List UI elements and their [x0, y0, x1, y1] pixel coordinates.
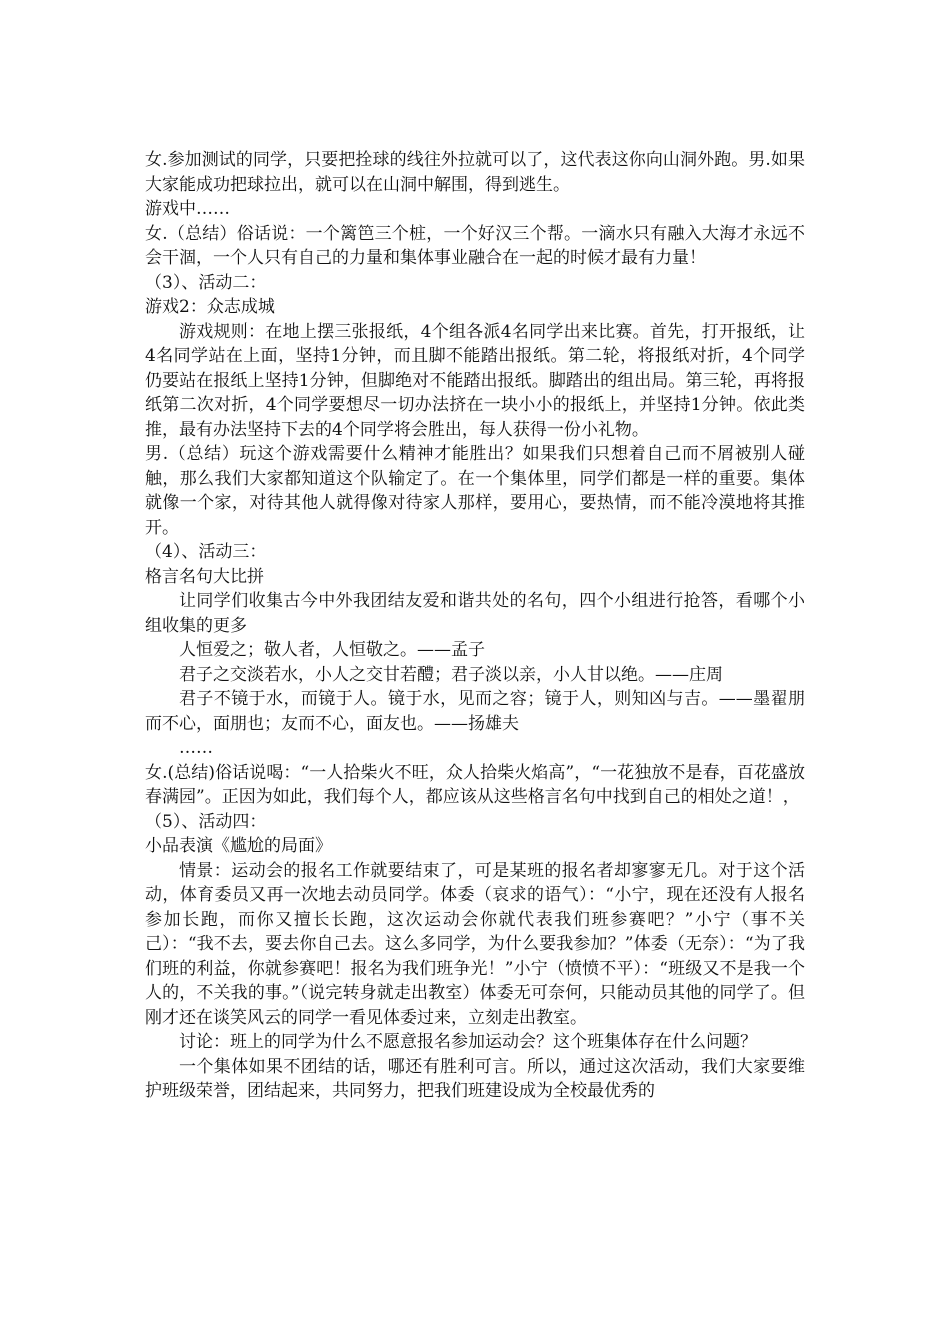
- section-heading: （3）、活动二：: [145, 272, 267, 293]
- section-heading: （5）、活动四：: [145, 811, 267, 832]
- paragraph: 女.（总结）俗话说：一个篱笆三个桩，一个好汉三个帮。一滴水只有融入大海才永远不会干涸，一个人只有自己的力量和集体事业融合在一起的时候才最有力量！: [145, 223, 805, 268]
- section-subheading: 格言名句大比拼: [145, 566, 264, 587]
- section-heading: （4）、活动三：: [145, 542, 267, 562]
- paragraph: 一个集体如果不团结的话，哪还有胜利可言。所以，通过这次活动，我们大家要维护班级荣誉，团结起来，共同努力，把我们班建设成为全校最优秀的: [145, 1056, 805, 1101]
- paragraph: 情景：运动会的报名工作就要结束了，可是某班的报名者却寥寥无几。对于这个活动，体育委员又再一次地去动员同学。体委（哀求的语气）：“小宁，现在还没有人报名参加长跑，而你又擅长长跑，这次运动会你就代表我们班参赛吧？”小宁（事不关己）：“我不去，要去你自己去。这么多同学，为什么要我参加？”体委（无奈）：“为了我们班的利益，你就参赛吧！报名为我们班争光！”小宁（愤愤不平）：“班级又不是我一个人的，不关我的事。”（说完转身就走出教室）体委无可奈何，只能动员其他的同学了。但刚才还在谈笑风云的同学一看见体委过来，立刻走出教室。: [145, 860, 805, 1028]
- quote-line: 君子不镜于水，而镜于人。镜于水，见而之容；镜于人，则知凶与吉。——墨翟朋而不心，面朋也；友而不心，面友也。——扬雄夫: [145, 689, 805, 734]
- paragraph: 讨论：班上的同学为什么不愿意报名参加运动会？这个班集体存在什么问题？: [179, 1032, 757, 1052]
- paragraph: 让同学们收集古今中外我团结友爱和谐共处的名句，四个小组进行抢答，看哪个小组收集的更多: [145, 591, 805, 636]
- paragraph: 游戏规则：在地上摆三张报纸，4个组各派4名同学出来比赛。首先，打开报纸，让4名同学站在上面，坚持1分钟，而且脚不能踏出报纸。第二轮，将报纸对折，4个同学仍要站在报纸上坚持1分钟，但脚绝对不能踏出报纸。脚踏出的组出局。第三轮，再将报纸第二次对折，4个同学要想尽一切办法挤在一块小小的报纸上，并坚持1分钟。依此类推，最有办法坚持下去的4个同学将会胜出，每人获得一份小礼物。: [145, 321, 805, 440]
- section-subheading: 小品表演《尴尬的局面》: [145, 836, 332, 856]
- paragraph: 女.(总结)俗话说喝：“一人拾柴火不旺，众人拾柴火焰高”，“一花独放不是春，百花盛放春满园”。正因为如此，我们每个人，都应该从这些格言名句中找到自己的相处之道！，: [145, 762, 805, 807]
- quote-line: 君子之交淡若水，小人之交甘若醴；君子淡以亲，小人甘以绝。——庄周: [179, 664, 723, 685]
- document-body: [145, 148, 805, 1104]
- section-subheading: 游戏2：众志成城: [145, 297, 275, 317]
- paragraph: 女.参加测试的同学，只要把拴球的线往外拉就可以了，这代表这你向山洞外跑。男.如果大家能成功把球拉出，就可以在山洞中解围，得到逃生。: [145, 150, 805, 195]
- ellipsis: ……: [179, 738, 213, 758]
- paragraph: 男.（总结）玩这个游戏需要什么精神才能胜出？如果我们只想着自己而不屑被别人碰触，那么我们大家都知道这个队输定了。在一个集体里，同学们都是一样的重要。集体就像一个家，对待其他人就得像对待家人那样，要用心，要热情，而不能冷漠地将其推开。: [145, 444, 805, 538]
- paragraph: 游戏中……: [145, 199, 230, 219]
- quote-line: 人恒爱之；敬人者，人恒敬之。——孟子: [179, 640, 485, 660]
